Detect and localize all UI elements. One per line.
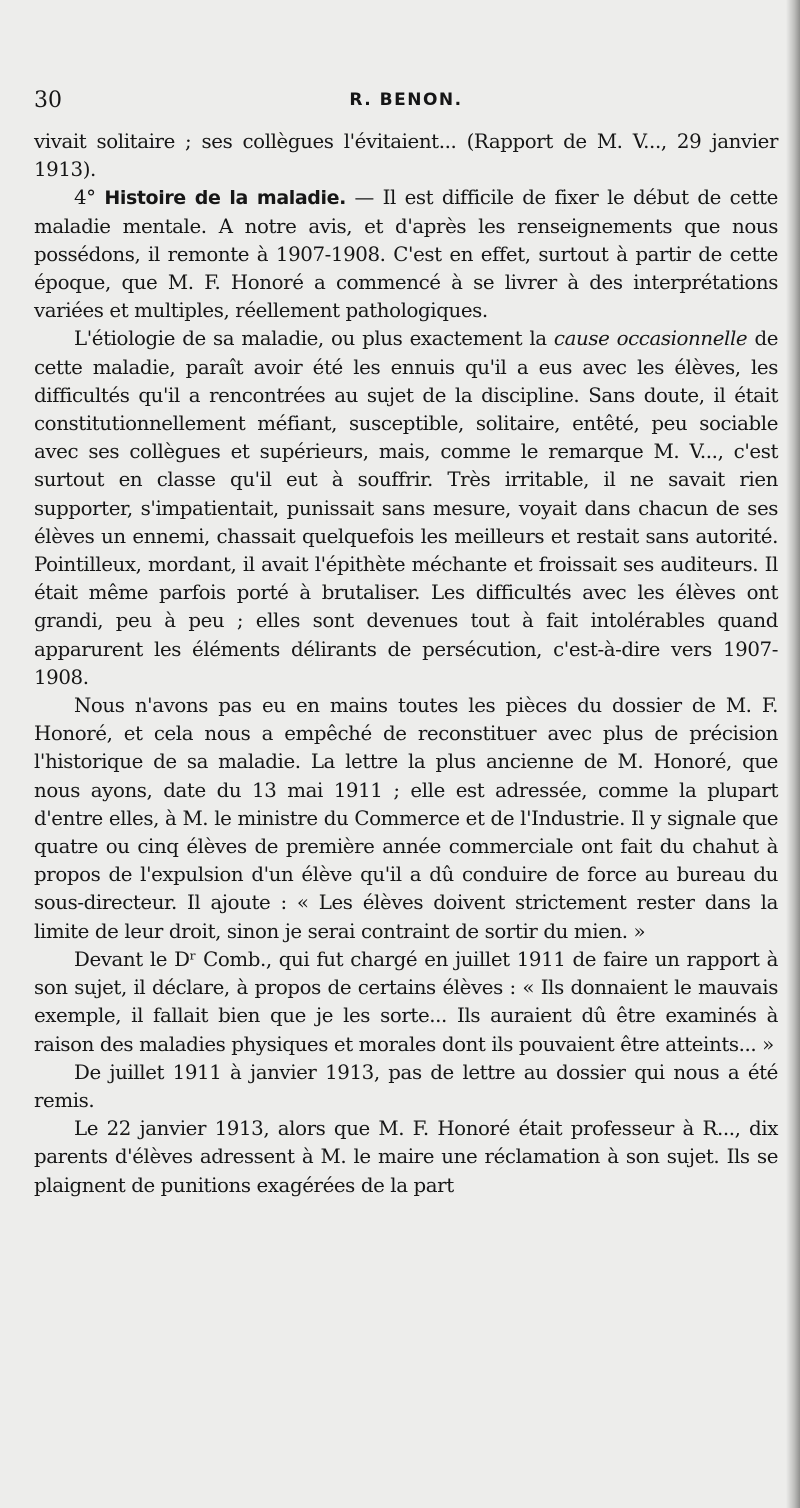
section-number: 4°: [74, 186, 96, 210]
body-text: [34, 128, 778, 1200]
italic-term: cause occasionnelle: [553, 327, 748, 351]
page-edge-shadow: [786, 0, 800, 1508]
paragraph-dossier: Nous n'avons pas eu en mains toutes les pièces du dossier de M. F. Honoré, et cela nous a empêché de reconstituer avec plus de précision l'historique de sa maladie. La lettre la plus ancienne de M. Honoré, que nous ayons, date du 13 mai 1911 ; elle est adressée, comme la plupart d'entre elles, à M. le ministre du Commerce et de l'Industrie. Il y signale que quatre ou cinq élèves de première année commerciale ont fait du chahut à propos de l'expulsion d'un élève qu'il a dû conduire de force au bureau du sous-directeur. Il ajoute : « Les élèves doivent strictement rester dans la limite de leur droit, sinon je serai contraint de sortir du mien. »: [34, 694, 778, 943]
page-number: 30: [34, 88, 62, 113]
paragraph-no-letters: De juillet 1911 à janvier 1913, pas de lettre au dossier qui nous a été remis.: [34, 1060, 778, 1112]
paragraph-text: de cette maladie, paraît avoir été les ennuis qu'il a eus avec les élèves, les difficultés qu'il a rencontrées au sujet de la discipline. Sans doute, il était constitutionnellement méfiant, susceptible, solitaire, entêté, peu sociable avec ses collègues et supérieurs, mais, comme le remarque M. V..., c'est surtout en classe qu'il eut à souffrir. Très irritable, il ne savait rien supporter, s'impatientait, punissait sans mesure, voyait dans chacun de ses élèves un ennemi, chassait quelquefois les meilleurs et restait sans autorité. Pointilleux, mordant, il avait l'épithète méchante et froissait ses auditeurs. Il était même parfois porté à brutaliser. Les difficultés avec les élèves ont grandi, peu à peu ; elles sont devenues tout à fait intolérables quand apparurent les éléments délirants de persécution, c'est-à-dire vers 1907-1908.: [34, 327, 779, 689]
paragraph-history-of-illness: [34, 184, 778, 325]
paragraph-complaint: Le 22 janvier 1913, alors que M. F. Honoré était professeur à R..., dix parents d'élèves adressent à M. le maire une réclamation à son sujet. Ils se plaignent de punitions exagérées de la part: [34, 1117, 778, 1197]
paragraph-doctor-report: Devant le Dʳ Comb., qui fut chargé en juillet 1911 de faire un rapport à son sujet, il déclare, à propos de certains élèves : « Ils donnaient le mauvais exemple, il fallait bien que je les sorte... Ils auraient dû être examinés à raison des maladies physiques et morales dont ils pouvaient être atteints... »: [34, 947, 778, 1056]
page-header: [34, 88, 778, 118]
paragraph-text: — Il est difficile de fixer le début de cette maladie mentale. A notre avis, et d'après les renseignements que nous possédons, il remonte à 1907-1908. C'est en effet, surtout à partir de cette époque, que M. F. Honoré a commencé à se livrer à des interprétations variées et multiples, réellement pathologiques.: [34, 186, 778, 323]
paragraph-text: L'étiologie de sa maladie, ou plus exactement la: [74, 327, 554, 351]
section-heading: Histoire de la maladie.: [104, 187, 346, 210]
paragraph-etiology: [34, 325, 778, 692]
running-title: R. BENON.: [349, 90, 463, 110]
paragraph-continuation: vivait solitaire ; ses collègues l'évitaient... (Rapport de M. V..., 29 janvier 1913).: [34, 130, 778, 182]
